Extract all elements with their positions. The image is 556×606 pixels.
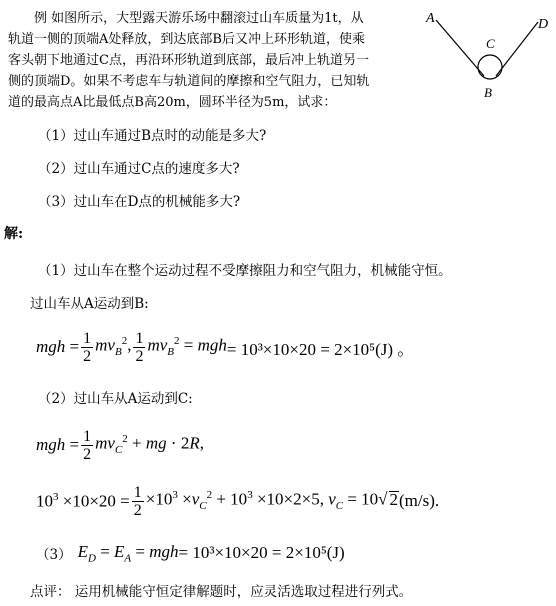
intro-line: 例 如图所示，大型露天游乐场中翻滚过山车质量为1t，从 (34, 11, 364, 26)
label-a: A (426, 11, 435, 26)
solution-2-text: （2）过山车从A运动到C: (38, 391, 193, 407)
loop-circle (478, 55, 502, 79)
label-c: C (486, 36, 495, 51)
comment-text: 点评： 运用机械能守恒定律解题时，应灵活选取过程进行列式。 (30, 584, 413, 600)
solution-1-text: （1）过山车在整个运动过程不受摩擦阻力和空气阻力，机械能守恒。 (38, 263, 452, 279)
question-2: （2）过山车通过C点的速度多大? (38, 161, 240, 177)
equation-energy-b: mgh = $\frac{1}{2}$ $mv_B^2$, $\frac{1}{2}$ $mv_B^2$ = mgh = 10³×10×20 = 2×10⁵(J) 。 (36, 329, 415, 365)
solution-3-label: （3） (36, 547, 72, 563)
equation-3-result: (m/s). (399, 491, 440, 510)
question-3: （3）过山车在D点的机械能多大? (38, 194, 241, 210)
intro-line: 道的最高点A比最低点B高20m，圆环半径为5m，试求： (8, 95, 337, 110)
label-b: B (484, 85, 492, 100)
equation-energy-c: mgh = $\frac{1}{2}$ $mv_C^2$ + mg · 2R, (36, 427, 204, 463)
roller-coaster-diagram (420, 4, 550, 104)
question-1: （1）过山车通过B点时的动能是多大? (38, 128, 267, 144)
intro-line: 客头朝下地通过C点，再沿环形轨道到底部，最后冲上轨道另一 (8, 53, 369, 68)
equation-1-result: = 10³×10×20 = 2×10⁵(J) 。 (226, 339, 415, 359)
equation-energy-d: （3） $E_D = E_A$ = mgh = 10³×10×20 = 2×10⁵(J) (36, 541, 345, 565)
problem-statement (8, 8, 413, 113)
equation-velocity-c: $10^3 \times 10\times 20$ = $\frac{1}{2}$ $\times 10^3 \times v_C^2 + 10^3 \times 10\times 2\times 5$, $v_C = 10√$ 2 (m/s). (36, 483, 440, 519)
intro-line: 轨道一侧的顶端A处释放，到达底部B后又冲上环形轨道，使乘 (8, 32, 365, 47)
intro-line: 侧的顶端D。如果不考虑车与轨道间的摩擦和空气阻力，已知轨 (8, 74, 370, 89)
equation-4-result: = 10³×10×20 = 2×10⁵(J) (178, 543, 345, 562)
solution-heading: 解: (4, 226, 24, 242)
a-to-b-text: 过山车从A运动到B: (30, 296, 149, 312)
label-d: D (538, 17, 549, 32)
